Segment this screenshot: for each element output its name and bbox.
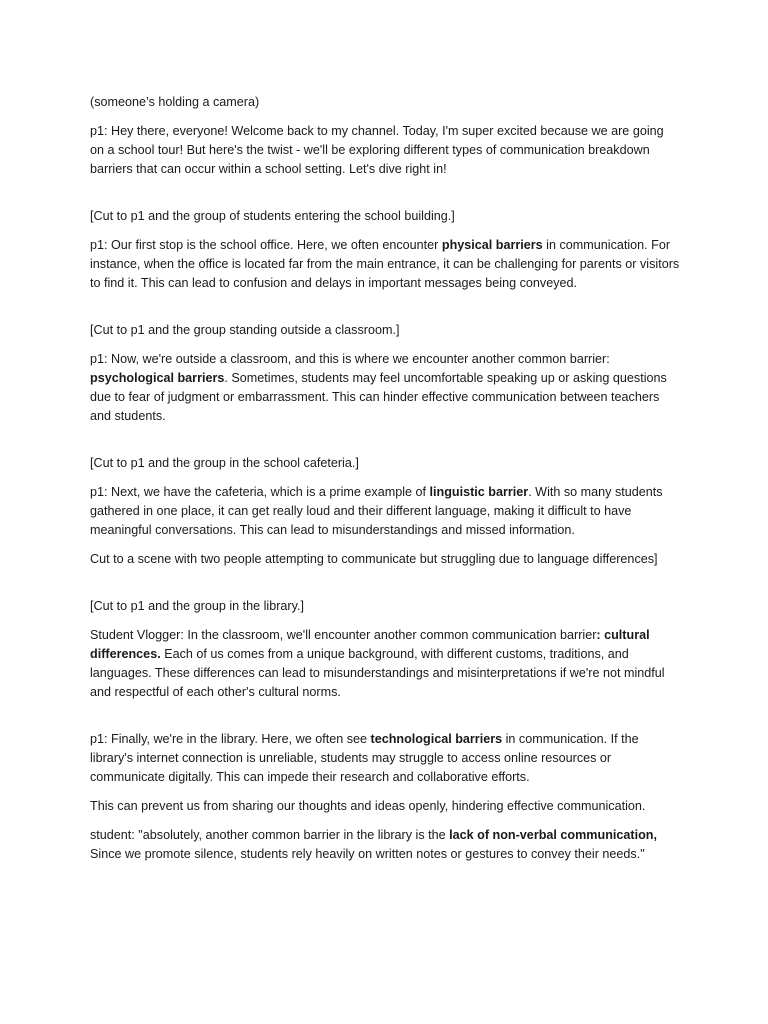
text-run: Cut to a scene with two people attempting to communicate but struggling due to language differences] bbox=[90, 552, 658, 566]
text-run: . With so many students gathered in one place, it can get really loud and their different language, making it difficult to have meaningful conversations. This can lead to misunderstandings and missed information. bbox=[90, 485, 663, 537]
paragraph-spacer bbox=[90, 436, 680, 454]
text-run: in communication. If the library's internet connection is unreliable, students may struggle to access online resources or communicate digitally. This can impede their research and collaborative efforts. bbox=[90, 732, 639, 784]
paragraph-spacer bbox=[90, 303, 680, 321]
paragraph bbox=[90, 626, 680, 702]
text-run: (someone’s holding a camera) bbox=[90, 95, 260, 109]
paragraph bbox=[90, 483, 680, 540]
text-run: [Cut to p1 and the group standing outside a classroom.] bbox=[90, 323, 400, 337]
text-run: [Cut to p1 and the group in the library.] bbox=[90, 599, 304, 613]
paragraph bbox=[90, 350, 680, 426]
paragraph bbox=[90, 797, 680, 816]
paragraph-spacer bbox=[90, 189, 680, 207]
paragraph bbox=[90, 826, 680, 864]
paragraph bbox=[90, 93, 680, 112]
text-run: p1: Next, we have the cafeteria, which is a prime example of bbox=[90, 485, 430, 499]
paragraph bbox=[90, 321, 680, 340]
bold-text-run: physical barriers bbox=[441, 238, 543, 252]
document-page bbox=[90, 93, 680, 874]
text-run: . Sometimes, students may feel uncomfortable speaking up or asking questions due to fear of judgment or embarrassment. This can hinder effective communication between teachers and students. bbox=[90, 371, 667, 423]
text-run: student: "absolutely, another common barrier in the library is the bbox=[90, 828, 450, 842]
text-run: Student Vlogger: In the classroom, we'll encounter another common communication barrier bbox=[90, 628, 597, 642]
bold-text-run: psychological barriers bbox=[90, 371, 225, 385]
paragraph bbox=[90, 207, 680, 226]
text-run: p1: Hey there, everyone! Welcome back to my channel. Today, I'm super excited because we are going on a school tour! But here's the twist - we'll be exploring different types of communication breakdown barriers that can occur within a school setting. Let's dive right in! bbox=[90, 124, 664, 176]
paragraph bbox=[90, 122, 680, 179]
paragraph bbox=[90, 550, 680, 569]
bold-text-run: technological barriers bbox=[370, 732, 503, 746]
text-run: Each of us comes from a unique background, with different customs, traditions, and languages. These differences can lead to misunderstandings and misinterpretations if we're not mindful and respectful of each other's cultural norms. bbox=[90, 647, 665, 699]
paragraph-spacer bbox=[90, 712, 680, 730]
paragraph bbox=[90, 597, 680, 616]
text-run: This can prevent us from sharing our thoughts and ideas openly, hindering effective communication. bbox=[90, 799, 646, 813]
paragraph-spacer bbox=[90, 579, 680, 597]
paragraph bbox=[90, 236, 680, 293]
text-run: p1: Our first stop is the school office. Here, we often encounter bbox=[90, 238, 442, 252]
text-run: p1: Now, we're outside a classroom, and this is where we encounter another common barrier: bbox=[90, 352, 610, 366]
text-run: [Cut to p1 and the group of students entering the school building.] bbox=[90, 209, 455, 223]
bold-text-run: linguistic barrier bbox=[429, 485, 529, 499]
paragraph bbox=[90, 454, 680, 473]
text-run: in communication. For instance, when the office is located far from the main entrance, it can be challenging for parents or visitors to find it. This can lead to confusion and delays in important messages being conveyed. bbox=[90, 238, 680, 290]
text-run: [Cut to p1 and the group in the school cafeteria.] bbox=[90, 456, 359, 470]
paragraph bbox=[90, 730, 680, 787]
bold-text-run: : cultural differences. bbox=[90, 628, 650, 661]
bold-text-run: lack of non-verbal communication, bbox=[449, 828, 657, 842]
text-run: p1: Finally, we're in the library. Here, we often see bbox=[90, 732, 371, 746]
text-run: Since we promote silence, students rely heavily on written notes or gestures to convey their needs." bbox=[90, 847, 645, 861]
